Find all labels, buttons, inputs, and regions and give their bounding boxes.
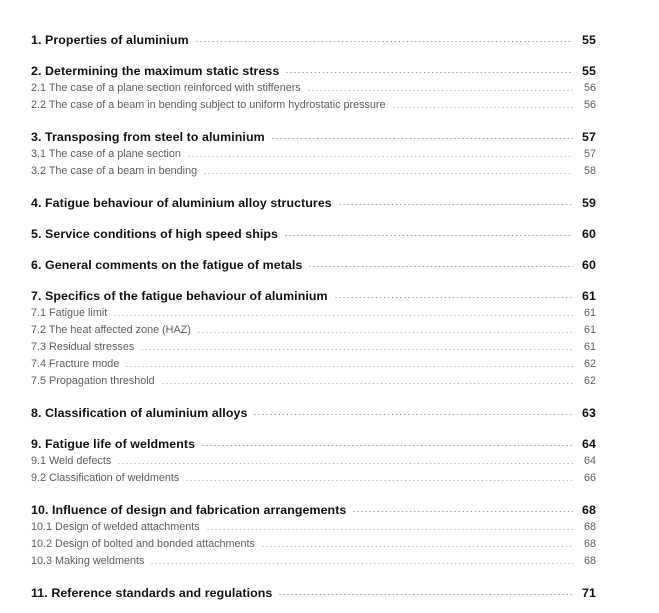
toc-page-number: 66 — [583, 472, 596, 484]
toc-page-number: 60 — [582, 258, 596, 272]
toc-entry-title — [31, 555, 150, 567]
toc-entry-title — [31, 375, 161, 387]
dot-leader — [308, 266, 573, 267]
dot-leader — [334, 297, 573, 298]
toc-subentry[interactable] — [31, 307, 596, 323]
toc-subentry[interactable] — [31, 99, 596, 115]
toc-entry-label: The case of a beam in bending — [48, 165, 198, 177]
toc-entry-title — [31, 82, 307, 94]
toc-entry-number: 4. — [31, 196, 42, 210]
toc-entry-label: Specifics of the fatigue behaviour of aluminium — [45, 289, 328, 303]
toc-entry[interactable] — [31, 437, 596, 453]
toc-subentry[interactable] — [31, 455, 596, 471]
dot-leader — [206, 529, 573, 530]
toc-entry-number: 7.2 — [31, 324, 47, 336]
dot-leader — [271, 138, 573, 139]
dot-leader — [392, 107, 573, 108]
toc-entry-title — [31, 455, 117, 467]
toc-page-number: 71 — [582, 586, 596, 600]
toc-subentry[interactable] — [31, 82, 596, 98]
toc-entry[interactable] — [31, 227, 596, 243]
toc-entry-label: The case of a plane section reinforced with stiffeners — [48, 82, 301, 94]
dot-leader — [185, 480, 573, 481]
toc-entry-title — [31, 307, 113, 319]
toc-entry[interactable] — [31, 406, 596, 422]
dot-leader — [187, 156, 573, 157]
toc-entry-number: 2.2 — [31, 99, 47, 111]
dot-leader — [125, 366, 573, 367]
toc-entry-title — [31, 538, 261, 550]
toc-entry-label: Design of welded attachments — [55, 521, 200, 533]
dot-leader — [201, 445, 573, 446]
toc-page-number: 62 — [583, 375, 596, 387]
toc-entry[interactable] — [31, 503, 596, 519]
toc-entry-label: Residual stresses — [49, 341, 135, 353]
toc-entry[interactable] — [31, 33, 596, 49]
toc-entry-title — [31, 472, 185, 484]
toc-page-number: 64 — [582, 437, 596, 451]
toc-entry-number: 9.2 — [31, 472, 47, 484]
toc-entry-title — [31, 130, 271, 144]
toc-page-number: 68 — [583, 521, 596, 533]
toc-entry-number: 5. — [31, 227, 42, 241]
toc-entry-number: 7.5 — [31, 375, 47, 387]
toc-entry-label: Propagation threshold — [49, 375, 155, 387]
toc-entry-label: Classification of aluminium alloys — [45, 406, 248, 420]
toc-entry-label: Determining the maximum static stress — [45, 64, 280, 78]
toc-page-number: 55 — [582, 33, 596, 47]
toc-subentry[interactable] — [31, 165, 596, 181]
dot-leader — [352, 511, 573, 512]
toc-page-number: 57 — [583, 148, 596, 160]
toc-page-number: 58 — [583, 165, 596, 177]
dot-leader — [307, 90, 573, 91]
toc-subentry[interactable] — [31, 521, 596, 537]
toc-entry-number: 7.4 — [31, 358, 47, 370]
toc-entry-number: 7.1 — [31, 307, 47, 319]
toc-page-number: 56 — [583, 99, 596, 111]
toc-entry-number: 10.2 — [31, 538, 53, 550]
toc-entry-label: Transposing from steel to aluminium — [45, 130, 265, 144]
toc-page-number: 59 — [582, 196, 596, 210]
dot-leader — [261, 546, 573, 547]
toc-subentry[interactable] — [31, 358, 596, 374]
toc-entry[interactable] — [31, 196, 596, 212]
toc-page-number: 64 — [583, 455, 596, 467]
toc-page-number: 61 — [583, 341, 596, 353]
dot-leader — [113, 315, 573, 316]
toc-page-number: 68 — [582, 503, 596, 517]
toc-entry[interactable] — [31, 64, 596, 80]
toc-entry-label: Fatigue limit — [49, 307, 108, 319]
toc-entry-title — [31, 341, 140, 353]
toc-subentry[interactable] — [31, 341, 596, 357]
toc-entry-number: 11. — [31, 586, 48, 600]
toc-page-number: 68 — [583, 538, 596, 550]
toc-entry[interactable] — [31, 258, 596, 274]
toc-page-number: 55 — [582, 64, 596, 78]
toc-entry-title — [31, 406, 253, 420]
toc-subentry[interactable] — [31, 472, 596, 488]
toc-entry-title — [31, 196, 338, 210]
dot-leader — [284, 235, 573, 236]
toc-entry-number: 8. — [31, 406, 42, 420]
toc-entry-number: 3.2 — [31, 165, 47, 177]
toc-entry-number: 3. — [31, 130, 42, 144]
dot-leader — [203, 173, 573, 174]
toc-page-number: 60 — [582, 227, 596, 241]
toc-entry[interactable] — [31, 130, 596, 146]
toc-page-number: 68 — [583, 555, 596, 567]
toc-entry-label: Fatigue life of weldments — [45, 437, 196, 451]
toc-entry-title — [31, 586, 278, 600]
toc-entry-number: 10. — [31, 503, 49, 517]
toc-entry[interactable] — [31, 289, 596, 305]
toc-entry-number: 9.1 — [31, 455, 47, 467]
toc-entry[interactable] — [31, 586, 596, 602]
dot-leader — [150, 563, 573, 564]
toc-entry-title — [31, 358, 125, 370]
toc-entry-title — [31, 324, 197, 336]
toc-entry-label: Making weldments — [55, 555, 145, 567]
dot-leader — [253, 414, 573, 415]
toc-entry-label: Design of bolted and bonded attachments — [55, 538, 255, 550]
toc-entry-label: The case of a beam in bending subject to uniform hydrostatic pressure — [48, 99, 386, 111]
toc-entry-label: Fatigue behaviour of aluminium alloy structures — [45, 196, 332, 210]
toc-entry-label: The case of a plane section — [48, 148, 181, 160]
toc-page-number: 62 — [583, 358, 596, 370]
toc-entry-title — [31, 258, 308, 272]
toc-entry-number: 3.1 — [31, 148, 47, 160]
toc-subentry[interactable] — [31, 538, 596, 554]
toc-entry-number: 10.3 — [31, 555, 53, 567]
toc-entry-label: Classification of weldments — [49, 472, 180, 484]
toc-entry-title — [31, 437, 201, 451]
toc-entry-title — [31, 521, 206, 533]
toc-entry-label: Reference standards and regulations — [51, 586, 273, 600]
toc-entry-title — [31, 227, 284, 241]
toc-entry-number: 7. — [31, 289, 42, 303]
toc-entry-number: 7.3 — [31, 341, 47, 353]
toc-entry-label: Service conditions of high speed ships — [45, 227, 279, 241]
toc-entry-number: 2. — [31, 64, 42, 78]
dot-leader — [285, 72, 573, 73]
toc-entry-title — [31, 503, 352, 517]
toc-entry-number: 2.1 — [31, 82, 47, 94]
toc-entry-title — [31, 289, 334, 303]
toc-entry-number: 1. — [31, 33, 42, 47]
dot-leader — [197, 332, 573, 333]
toc-entry-title — [31, 64, 285, 78]
toc-entry-title — [31, 165, 203, 177]
toc-entry-label: Properties of aluminium — [45, 33, 189, 47]
toc-page-number: 56 — [583, 82, 596, 94]
toc-entry-title — [31, 148, 187, 160]
toc-entry-label: Fracture mode — [49, 358, 120, 370]
toc-page-number: 57 — [582, 130, 596, 144]
toc-entry-title — [31, 33, 195, 47]
toc-subentry[interactable] — [31, 324, 596, 340]
toc-page-number: 61 — [583, 307, 596, 319]
toc-entry-number: 10.1 — [31, 521, 53, 533]
toc-entry-number: 9. — [31, 437, 42, 451]
dot-leader — [338, 204, 573, 205]
dot-leader — [278, 594, 573, 595]
toc-page-number: 61 — [582, 289, 596, 303]
dot-leader — [195, 41, 573, 42]
toc-subentry[interactable] — [31, 375, 596, 391]
toc-entry-label: Influence of design and fabrication arrangements — [52, 503, 347, 517]
toc-page-number: 63 — [582, 406, 596, 420]
dot-leader — [140, 349, 573, 350]
toc-subentry[interactable] — [31, 148, 596, 164]
toc-entry-title — [31, 99, 392, 111]
toc-page-number: 61 — [583, 324, 596, 336]
toc-subentry[interactable] — [31, 555, 596, 571]
toc-entry-number: 6. — [31, 258, 42, 272]
toc-entry-label: General comments on the fatigue of metals — [45, 258, 303, 272]
dot-leader — [161, 383, 573, 384]
dot-leader — [117, 463, 573, 464]
toc-entry-label: The heat affected zone (HAZ) — [48, 324, 191, 336]
toc-entry-label: Weld defects — [49, 455, 112, 467]
